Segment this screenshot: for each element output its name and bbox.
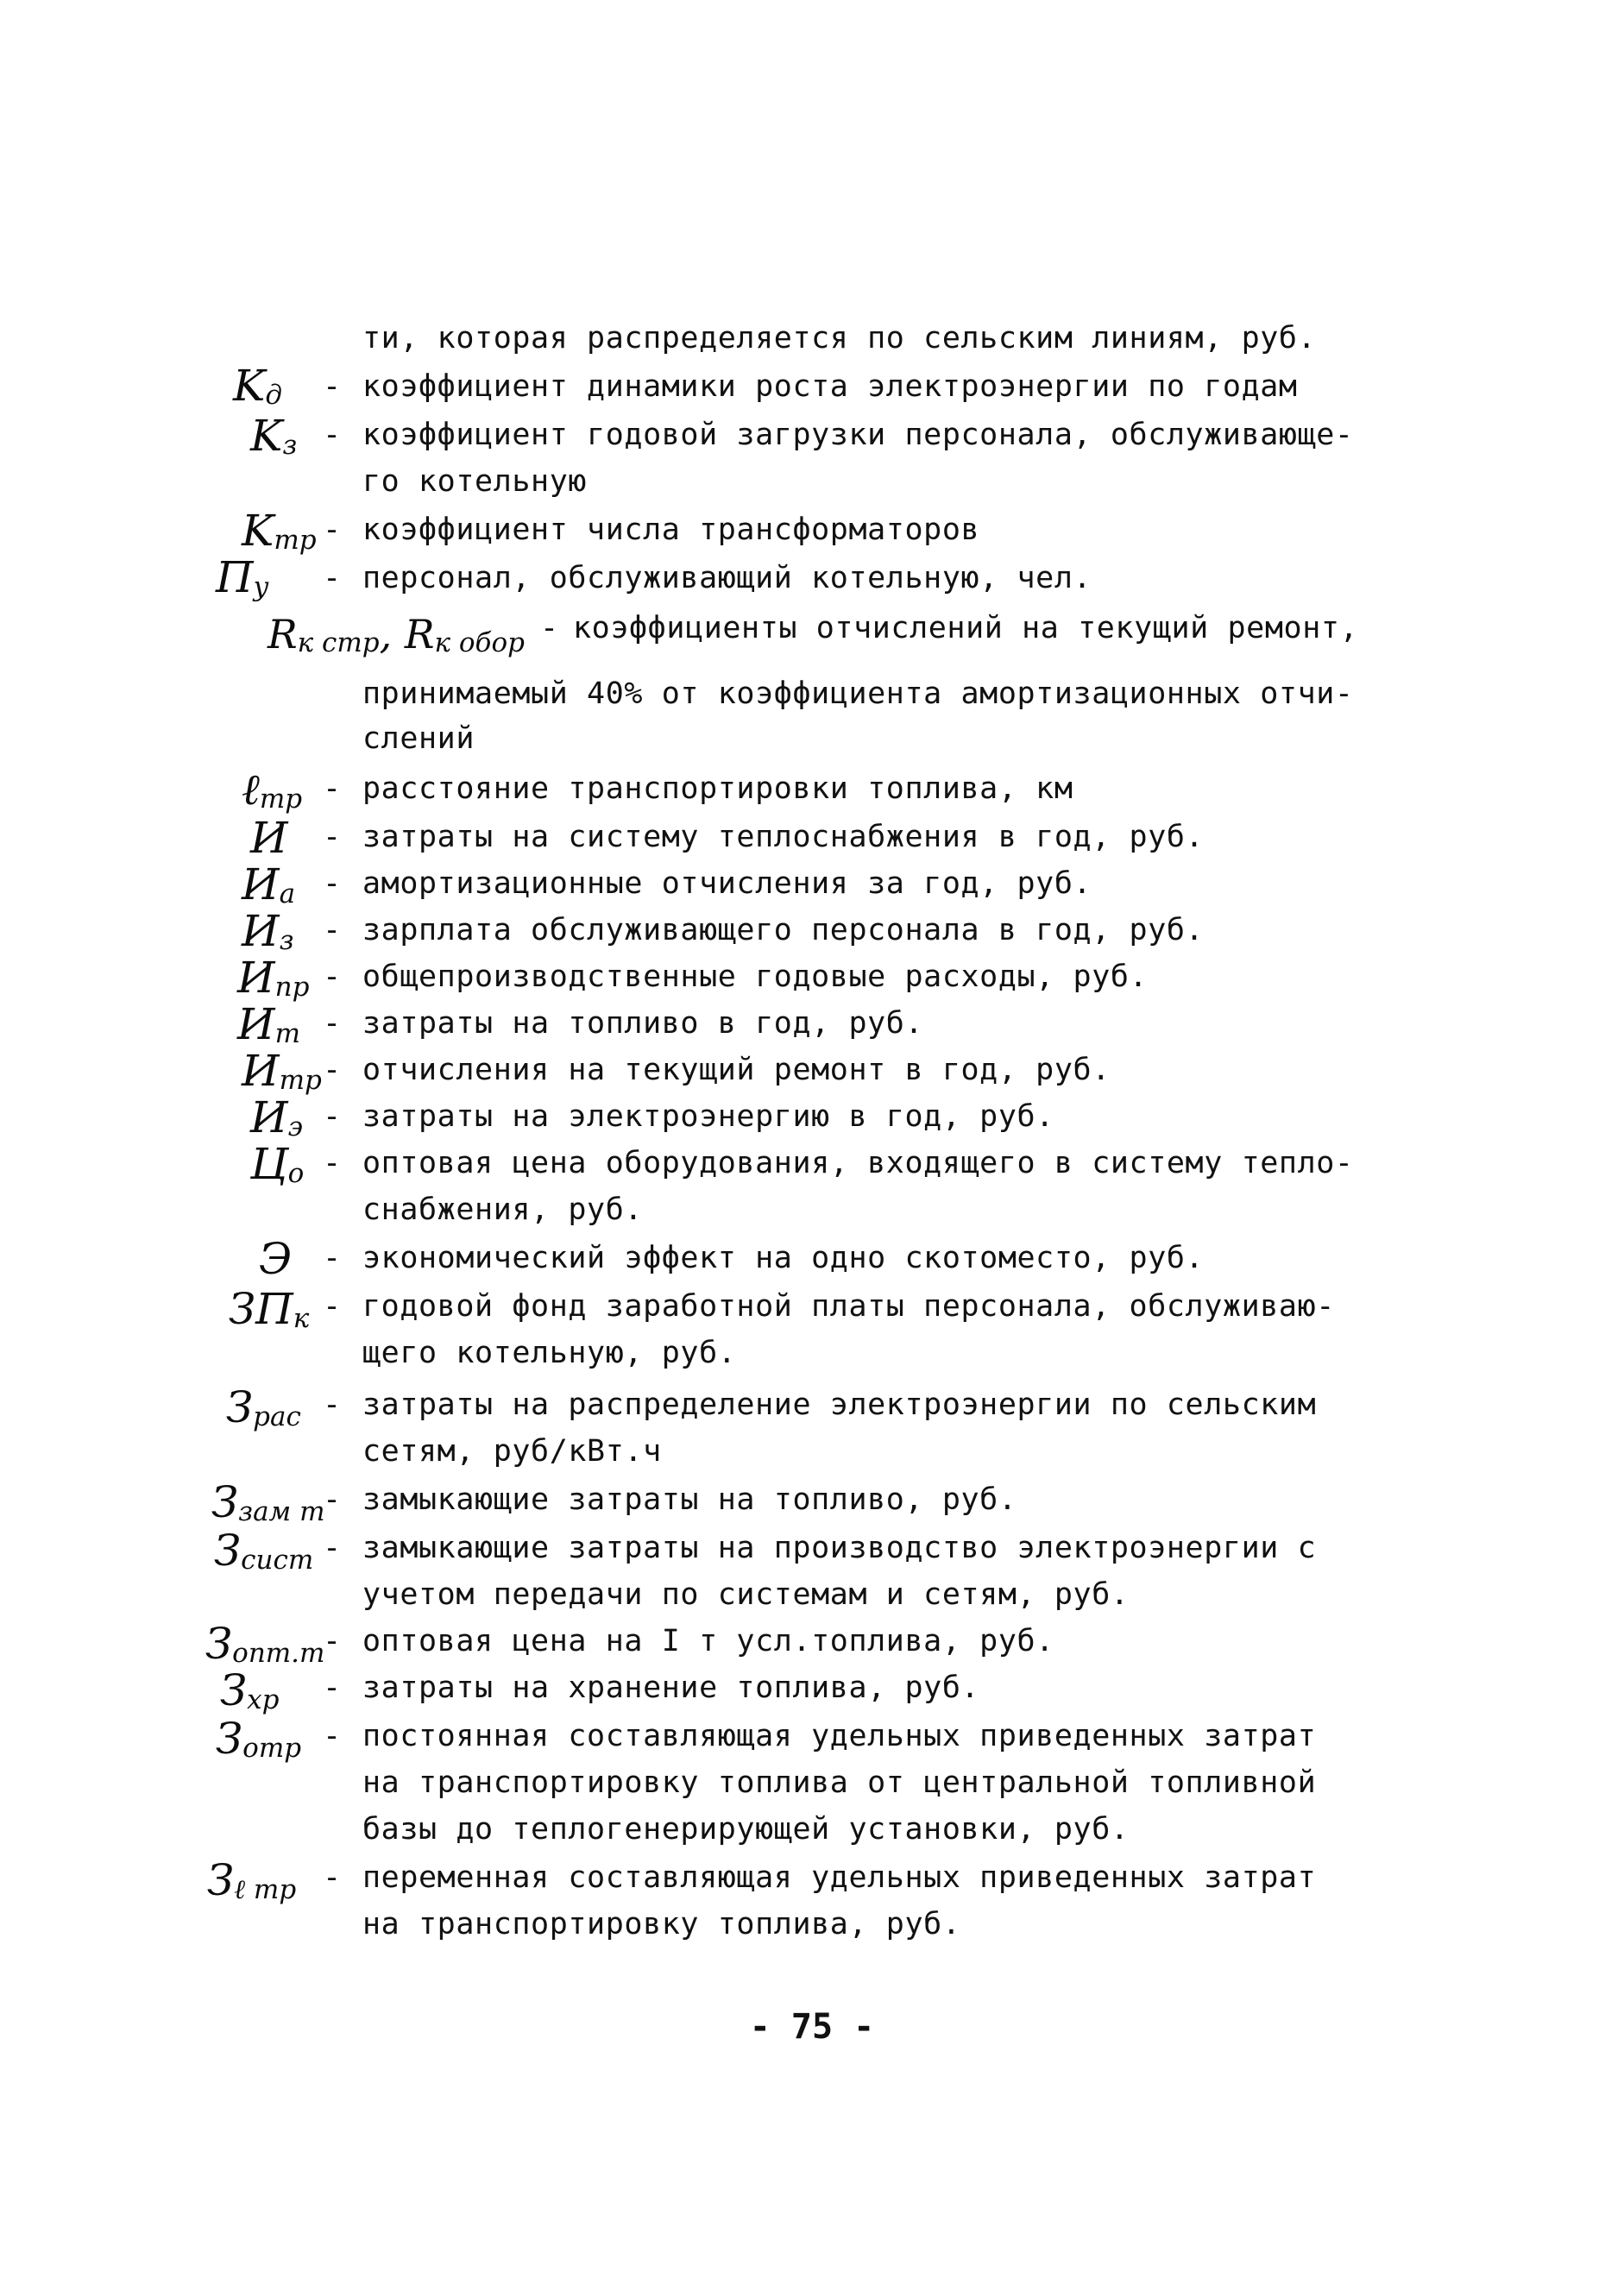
dash: - xyxy=(323,1289,342,1324)
text-line: общепроизводственные годовые расходы, руб. xyxy=(362,960,1149,994)
symbol-ts-o: $Ц_о$ xyxy=(250,1139,305,1189)
symbol-zp-k: $ЗП_к$ xyxy=(229,1284,310,1334)
symbol-k-d: $K_д$ xyxy=(233,361,283,411)
text-line: ти, которая распределяется по сельским линиям, руб. xyxy=(362,321,1317,356)
symbol-r-k-str-obor: $R_{к стр}$, $R_{к обор}$ xyxy=(268,611,525,658)
symbol-z-khr: $З_{хр}$ xyxy=(220,1665,280,1715)
text-line: снабжения, руб. xyxy=(362,1192,644,1227)
dash: - xyxy=(323,1099,342,1134)
dash: - xyxy=(323,1719,342,1753)
dash: - xyxy=(323,1146,342,1180)
dash: - xyxy=(323,1482,342,1517)
text-line: го котельную xyxy=(362,464,588,499)
text-line: затраты на систему теплоснабжения в год, руб. xyxy=(362,820,1205,854)
dash: - xyxy=(323,1388,342,1422)
dash: - xyxy=(323,1241,342,1275)
text-line: базы до теплогенерирующей установки, руб. xyxy=(362,1812,1130,1847)
text-line: зарплата обслуживающего персонала в год, руб. xyxy=(362,913,1205,947)
text-line: годовой фонд заработной платы персонала, обслуживаю- xyxy=(362,1289,1335,1324)
symbol-i-z: $И_з$ xyxy=(242,906,294,956)
dash: - xyxy=(323,866,342,901)
symbol-i-pr: $И_{пр}$ xyxy=(237,953,310,1003)
text-line: принимаемый 40% от коэффициента амортизационных отчи- xyxy=(362,676,1354,711)
dash: - xyxy=(323,771,342,806)
symbol-p-u: $П_у$ xyxy=(216,552,269,602)
text-line: учетом передачи по системам и сетям, руб. xyxy=(362,1577,1130,1612)
symbol-z-sist: $З_{сист}$ xyxy=(214,1526,314,1576)
text-line: отчисления на текущий ремонт в год, руб. xyxy=(362,1053,1111,1087)
dash: - xyxy=(323,960,342,994)
symbol-z-ras: $З_{рас}$ xyxy=(226,1382,301,1432)
dash: - xyxy=(323,369,342,404)
dash: - xyxy=(323,561,342,595)
text-line: персонал, обслуживающий котельную, чел. xyxy=(362,561,1092,595)
text-line: коэффициент годовой загрузки персонала, обслуживающе- xyxy=(362,418,1354,452)
symbol-i-t: $И_т$ xyxy=(237,999,301,1049)
text-line: переменная составляющая удельных приведенных затрат xyxy=(362,1860,1317,1895)
text-line: на транспортировку топлива от центральной топливной xyxy=(362,1765,1317,1800)
dash: - xyxy=(323,1860,342,1895)
text-line: экономический эффект на одно скотоместо, руб. xyxy=(362,1241,1205,1275)
dash: - xyxy=(323,513,342,547)
text-line: замыкающие затраты на топливо, руб. xyxy=(362,1482,1017,1517)
dash: - xyxy=(323,1053,342,1087)
text-line: коэффициенты отчислений на текущий ремонт, xyxy=(573,611,1359,645)
dash: - xyxy=(323,1671,342,1705)
dash: - xyxy=(323,1531,342,1565)
dash: - xyxy=(540,611,559,645)
dash: - xyxy=(323,1006,342,1041)
text-line: затраты на топливо в год, руб. xyxy=(362,1006,924,1041)
symbol-z-opt-t: $З_{опт.т}$ xyxy=(205,1619,325,1669)
text-line: затраты на электроэнергию в год, руб. xyxy=(362,1099,1054,1134)
text-line: щего котельную, руб. xyxy=(362,1336,737,1370)
page-number: - 75 - xyxy=(749,2007,875,2047)
text-line: постоянная составляющая удельных приведенных затрат xyxy=(362,1719,1317,1753)
symbol-z-l-tr: $З_{\ell тр}$ xyxy=(207,1855,297,1905)
symbol-l-tr: ℓ$_{тр}$ xyxy=(242,765,303,815)
symbol-i-tr: $И_{тр}$ xyxy=(242,1046,322,1096)
symbol-i: И xyxy=(250,813,288,863)
symbol-e: Э xyxy=(259,1234,293,1284)
symbol-i-e: $И_э$ xyxy=(250,1092,303,1142)
text-line: оптовая цена оборудования, входящего в систему тепло- xyxy=(362,1146,1354,1180)
text-line: затраты на распределение электроэнергии по сельским xyxy=(362,1388,1317,1422)
text-line: затраты на хранение топлива, руб. xyxy=(362,1671,980,1705)
dash: - xyxy=(323,418,342,452)
symbol-z-otr: $З_{отр}$ xyxy=(216,1714,302,1764)
dash: - xyxy=(323,913,342,947)
text-line: коэффициент числа трансформаторов xyxy=(362,513,980,547)
dash: - xyxy=(323,820,342,854)
text-line: на транспортировку топлива, руб. xyxy=(362,1907,961,1941)
text-line: коэффициент динамики роста электроэнергии по годам xyxy=(362,369,1298,404)
text-line: замыкающие затраты на производство электроэнергии с xyxy=(362,1531,1317,1565)
symbol-k-z: $K_з$ xyxy=(250,411,298,461)
text-line: сетям, руб/кВт.ч xyxy=(362,1434,662,1469)
symbol-i-a: $И_а$ xyxy=(242,859,296,909)
dash: - xyxy=(323,1624,342,1658)
text-line: слений xyxy=(362,721,475,756)
text-line: амортизационные отчисления за год, руб. xyxy=(362,866,1092,901)
symbol-k-tr: $K_{тр}$ xyxy=(242,506,317,556)
text-line: расстояние транспортировки топлива, км xyxy=(362,771,1073,806)
text-line: оптовая цена на I т усл.топлива, руб. xyxy=(362,1624,1054,1658)
symbol-z-zam-t: $З_{зам т}$ xyxy=(211,1477,325,1527)
